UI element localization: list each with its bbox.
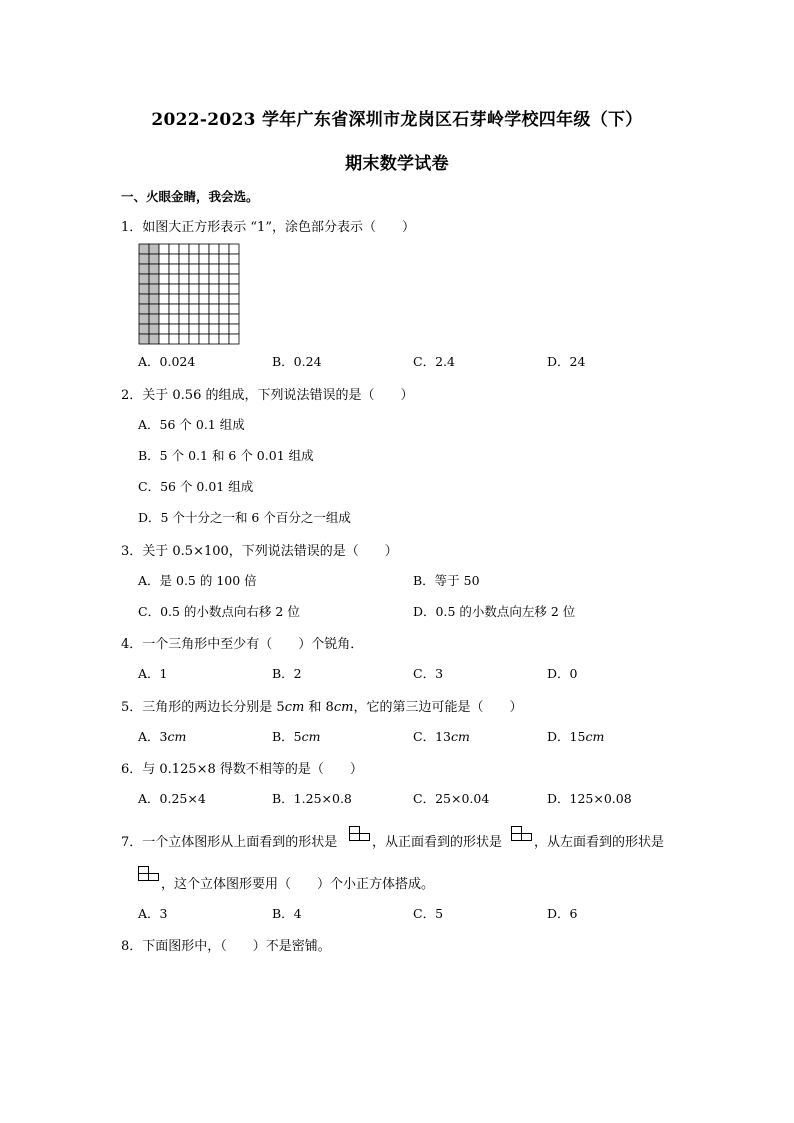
grid-cell xyxy=(219,324,229,334)
grid-cell xyxy=(169,254,179,264)
grid-cell xyxy=(189,274,199,284)
question-7-stem-d: ，这个立体图形要用（ ）个小正方体搭成。 xyxy=(161,877,435,892)
grid-cell xyxy=(209,274,219,284)
question-6-stem: 6．与 0.125×8 得数不相等的是（ ） xyxy=(121,762,363,777)
grid-cell xyxy=(169,294,179,304)
grid-cell xyxy=(199,264,209,274)
question-2-option-d: D．5 个十分之一和 6 个百分之一组成 xyxy=(138,510,351,525)
grid-cell xyxy=(199,334,209,344)
grid-cell xyxy=(159,244,169,254)
question-5-option-d: D．15cm xyxy=(547,729,605,744)
grid-cell xyxy=(169,284,179,294)
question-2-option-c: C．56 个 0.01 组成 xyxy=(138,479,254,494)
grid-cell xyxy=(219,294,229,304)
grid-cell-shaded xyxy=(149,304,159,314)
grid-cell xyxy=(179,314,189,324)
grid-cell xyxy=(209,244,219,254)
grid-cell xyxy=(189,264,199,274)
question-7-stem-a: 7．一个立体图形从上面看到的形状是 xyxy=(121,835,338,850)
grid-cell xyxy=(179,304,189,314)
grid-cell-shaded xyxy=(139,334,149,344)
question-7-stem-b: ，从正面看到的形状是 xyxy=(372,835,503,850)
question-7-option-c: C．5 xyxy=(413,906,444,921)
grid-cell-shaded xyxy=(149,244,159,254)
question-7-stem-c: ，从左面看到的形状是 xyxy=(534,835,665,850)
hundred-square-grid xyxy=(138,243,240,345)
question-8-stem: 8．下面图形中，（ ）不是密铺。 xyxy=(121,939,331,954)
grid-cell xyxy=(169,274,179,284)
grid-cell xyxy=(189,294,199,304)
grid-cell xyxy=(159,314,169,324)
q5-stem-part-3: ，它的第三边可能是（ ） xyxy=(353,700,523,715)
grid-cell xyxy=(179,244,189,254)
question-6-option-a: A．0.25×4 xyxy=(138,791,206,806)
grid-cell xyxy=(169,314,179,324)
question-1-option-d: D．24 xyxy=(547,354,586,369)
grid-cell xyxy=(169,264,179,274)
grid-cell xyxy=(159,284,169,294)
grid-cell-shaded xyxy=(149,284,159,294)
grid-cell xyxy=(179,284,189,294)
question-4-option-d: D．0 xyxy=(547,666,578,681)
grid-cell xyxy=(189,334,199,344)
question-4-option-c: C．3 xyxy=(413,666,444,681)
grid-cell xyxy=(219,264,229,274)
grid-cell xyxy=(229,294,239,304)
grid-cell-shaded xyxy=(139,324,149,334)
grid-cell xyxy=(229,244,239,254)
grid-cell-shaded xyxy=(139,304,149,314)
grid-cell xyxy=(209,304,219,314)
grid-cell-shaded xyxy=(139,264,149,274)
grid-cell xyxy=(199,314,209,324)
question-4-stem: 4．一个三角形中至少有（ ）个锐角． xyxy=(121,637,364,652)
question-2-stem: 2．关于 0.56 的组成，下列说法错误的是（ ） xyxy=(121,388,414,403)
question-3-stem: 3．关于 0.5×100，下列说法错误的是（ ） xyxy=(121,544,398,559)
grid-cell xyxy=(189,284,199,294)
question-1-option-b: B．0.24 xyxy=(272,354,322,369)
grid-cell xyxy=(159,334,169,344)
grid-cell-shaded xyxy=(149,324,159,334)
grid-cell xyxy=(219,274,229,284)
grid-cell xyxy=(189,254,199,264)
grid-cell xyxy=(179,264,189,274)
grid-cell-shaded xyxy=(139,314,149,324)
question-6-option-c: C．25×0.04 xyxy=(413,791,490,806)
grid-cell xyxy=(199,274,209,284)
question-5-option-c: C．13cm xyxy=(413,729,470,744)
question-5-option-a: A．3cm xyxy=(138,729,187,744)
question-1-option-c: C．2.4 xyxy=(413,354,455,369)
grid-cell xyxy=(229,324,239,334)
q5-stem-part-2: 和 8 xyxy=(304,700,334,715)
grid-cell xyxy=(219,334,229,344)
question-4-option-b: B．2 xyxy=(272,666,302,681)
question-3-option-d: D．0.5 的小数点向左移 2 位 xyxy=(413,604,576,619)
grid-cell xyxy=(229,304,239,314)
grid-cell xyxy=(179,254,189,264)
question-7-option-b: B．4 xyxy=(272,906,302,921)
exam-title-line1: 2022-2023 学年广东省深圳市龙岗区石芽岭学校四年级（下） xyxy=(151,110,643,130)
grid-cell-shaded xyxy=(139,294,149,304)
grid-cell xyxy=(199,284,209,294)
grid-cell-shaded xyxy=(149,274,159,284)
grid-cell xyxy=(159,294,169,304)
grid-cell xyxy=(199,254,209,264)
grid-cell xyxy=(199,324,209,334)
grid-cell xyxy=(209,254,219,264)
grid-cell xyxy=(229,314,239,324)
question-7-option-d: D．6 xyxy=(547,906,578,921)
grid-cell xyxy=(159,304,169,314)
q5-unit-2: cm xyxy=(333,700,354,715)
exam-title-line2: 期末数学试卷 xyxy=(345,154,449,174)
question-3-option-b: B．等于 50 xyxy=(413,573,480,588)
front-view-shape-icon xyxy=(511,826,533,842)
question-5-stem xyxy=(121,696,522,715)
grid-cell-shaded xyxy=(149,264,159,274)
grid-cell xyxy=(219,304,229,314)
left-view-shape-icon xyxy=(138,866,160,882)
grid-cell xyxy=(219,284,229,294)
grid-cell xyxy=(229,274,239,284)
grid-cell-shaded xyxy=(149,254,159,264)
q5-unit-1: cm xyxy=(284,700,305,715)
grid-cell-shaded xyxy=(149,294,159,304)
grid-cell xyxy=(159,264,169,274)
grid-cell-shaded xyxy=(139,274,149,284)
question-2-option-a: A．56 个 0.1 组成 xyxy=(138,417,245,432)
grid-cell xyxy=(209,284,219,294)
grid-cell-shaded xyxy=(139,254,149,264)
grid-cell xyxy=(219,244,229,254)
grid-cell xyxy=(229,334,239,344)
question-3-option-c: C．0.5 的小数点向右移 2 位 xyxy=(138,604,300,619)
grid-cell xyxy=(219,314,229,324)
question-6-option-d: D．125×0.08 xyxy=(547,791,632,806)
grid-cell xyxy=(209,324,219,334)
grid-cell xyxy=(179,324,189,334)
grid-cell xyxy=(189,324,199,334)
question-7-option-a: A．3 xyxy=(138,906,168,921)
grid-cell xyxy=(209,294,219,304)
grid-cell xyxy=(219,254,229,264)
grid-cell xyxy=(169,324,179,334)
grid-cell xyxy=(209,334,219,344)
grid-cell xyxy=(189,244,199,254)
grid-cell xyxy=(179,294,189,304)
grid-cell xyxy=(169,334,179,344)
grid-cell xyxy=(159,254,169,264)
grid-cell xyxy=(169,244,179,254)
grid-cell xyxy=(179,334,189,344)
q5-stem-part-1: 5．三角形的两边长分别是 5 xyxy=(121,700,285,715)
question-6-option-b: B．1.25×0.8 xyxy=(272,791,352,806)
grid-cell xyxy=(229,264,239,274)
grid-cell xyxy=(159,274,169,284)
grid-cell-shaded xyxy=(139,244,149,254)
grid-cell-shaded xyxy=(149,334,159,344)
grid-cell xyxy=(199,304,209,314)
grid-cell xyxy=(169,304,179,314)
question-1-stem: 1．如图大正方形表示 “1”，涂色部分表示（ ） xyxy=(121,220,415,235)
grid-cell-shaded xyxy=(139,284,149,294)
grid-cell xyxy=(209,314,219,324)
grid-cell-shaded xyxy=(149,314,159,324)
grid-cell xyxy=(189,304,199,314)
question-1-option-a: A．0.024 xyxy=(138,354,196,369)
section-heading: 一、火眼金睛，我会选。 xyxy=(121,189,259,204)
grid-cell xyxy=(209,264,219,274)
grid-cell xyxy=(199,244,209,254)
grid-cell xyxy=(229,254,239,264)
grid-cell xyxy=(179,274,189,284)
question-2-option-b: B．5 个 0.1 和 6 个 0.01 组成 xyxy=(138,448,314,463)
grid-cell xyxy=(189,314,199,324)
question-4-option-a: A．1 xyxy=(138,666,168,681)
grid-cell xyxy=(159,324,169,334)
question-3-option-a: A．是 0.5 的 100 倍 xyxy=(138,573,257,588)
question-5-option-b: B．5cm xyxy=(272,729,321,744)
grid-cell xyxy=(229,284,239,294)
top-view-shape-icon xyxy=(349,826,371,842)
grid-cell xyxy=(199,294,209,304)
